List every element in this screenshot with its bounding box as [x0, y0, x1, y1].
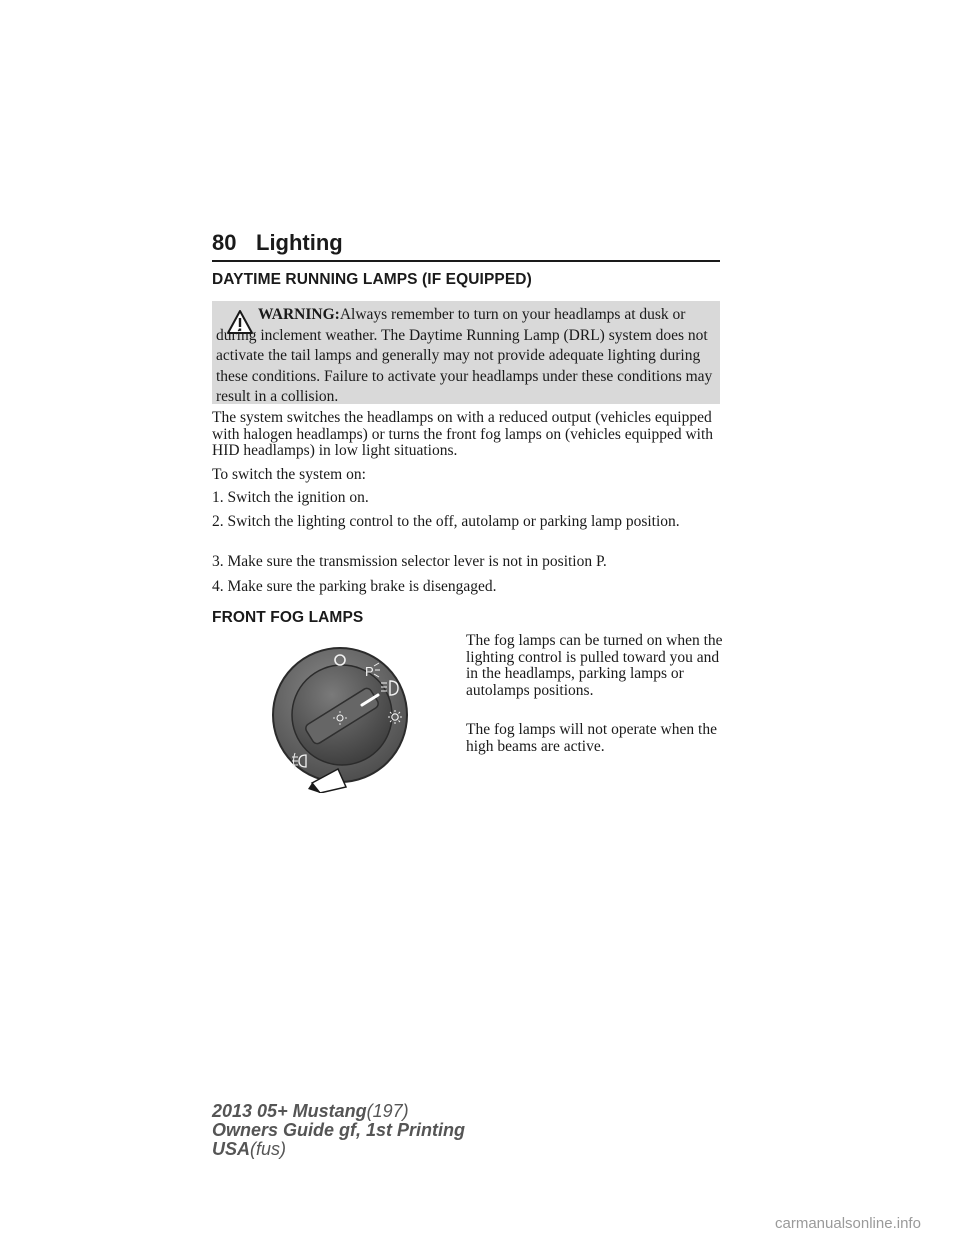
- warning-body: Always remember to turn on your headlamps at dusk or during inclement weather. The Daytime Running Lamp (DRL) system does not activate the tail lamps and generally may not provide adequate lighting during these conditions. Failure to activate your headlamps under these conditions may result in a collision.: [216, 306, 713, 405]
- drl-step-1: 1. Switch the ignition on.: [212, 489, 369, 506]
- headlamp-knob-icon: [268, 643, 418, 793]
- header-rule: [212, 260, 720, 262]
- drl-steps-intro: To switch the system on:: [212, 466, 366, 483]
- footer-model: 2013 05+ Mustang: [212, 1101, 367, 1121]
- footer-market: USA: [212, 1139, 251, 1159]
- drl-step-3: 3. Make sure the transmission selector lever is not in position P.: [212, 553, 607, 570]
- fog-paragraph-1: The fog lamps can be turned on when the lighting control is pulled toward you and in the headlamps, parking lamps or autolamps positions.: [466, 632, 723, 699]
- footer-market-code: (fus): [250, 1139, 287, 1159]
- warning-box: [212, 301, 720, 404]
- page-number: 80: [212, 230, 237, 255]
- drl-step-4: 4. Make sure the parking brake is disengaged.: [212, 578, 497, 595]
- parking-label: P: [365, 664, 374, 679]
- fog-paragraph-2: The fog lamps will not operate when the high beams are active.: [466, 721, 717, 755]
- drl-step-2: 2. Switch the lighting control to the off, autolamp or parking lamp position.: [212, 513, 680, 530]
- fog-heading: FRONT FOG LAMPS: [212, 609, 364, 626]
- watermark[interactable]: carmanualsonline.info: [775, 1215, 921, 1232]
- warning-text: [216, 305, 716, 408]
- section-title: Lighting: [256, 230, 343, 255]
- warning-label: WARNING:: [258, 306, 340, 323]
- page-footer: [212, 1102, 465, 1159]
- drl-intro: The system switches the headlamps on with a reduced output (vehicles equipped with halogen headlamps) or turns the front fog lamps on (vehicles equipped with HID headlamps) in low light situations.: [212, 409, 714, 459]
- drl-heading: DAYTIME RUNNING LAMPS (IF EQUIPPED): [212, 271, 532, 288]
- page-header: [212, 228, 720, 262]
- footer-guide: Owners Guide gf, 1st Printing: [212, 1120, 466, 1140]
- footer-page-code: (197): [366, 1101, 409, 1121]
